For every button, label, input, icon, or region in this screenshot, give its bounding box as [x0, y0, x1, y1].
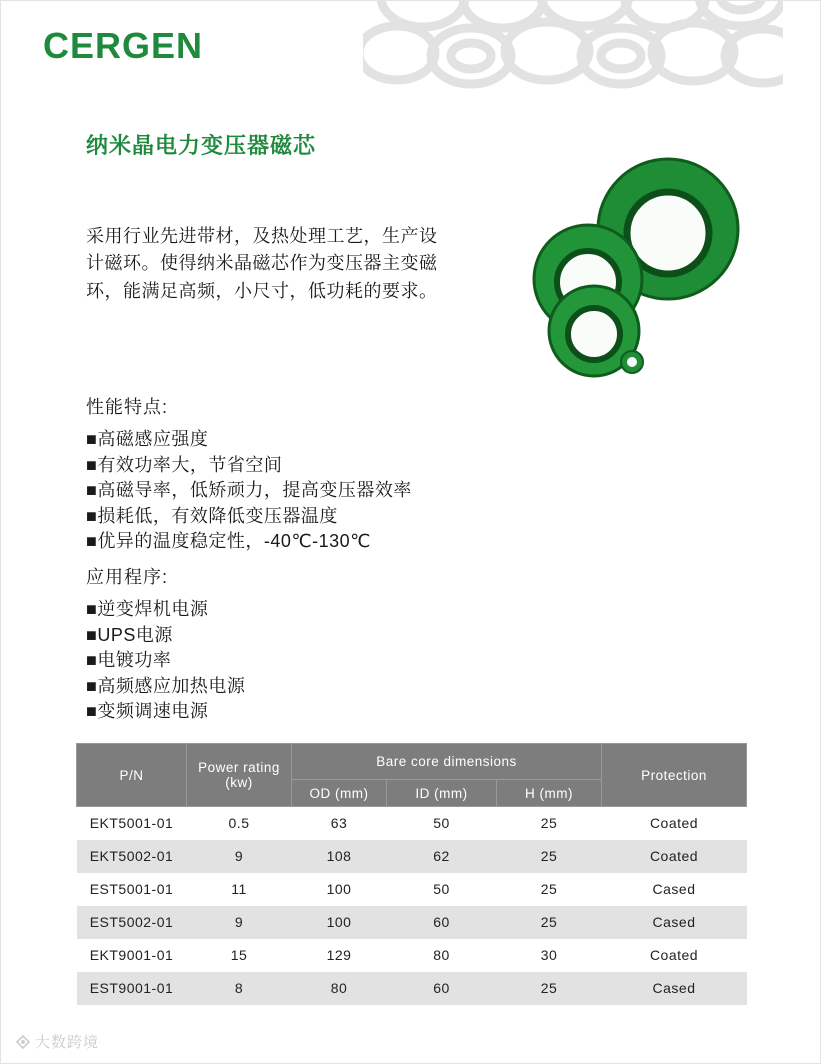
- application-item: ■变频调速电源: [86, 701, 209, 722]
- table-row: [77, 939, 747, 972]
- decorative-rings-photo: [363, 1, 783, 96]
- cell-id: 62: [433, 848, 450, 864]
- cell-id: 50: [433, 815, 450, 832]
- cell-protection: Coated: [649, 947, 699, 963]
- cell-od: 100: [326, 881, 352, 897]
- cell-pn: EST5001-01: [89, 881, 174, 897]
- watermark: [15, 1031, 99, 1052]
- cell-protection: Coated: [649, 815, 699, 832]
- col-header-pn: P/N: [77, 744, 187, 807]
- col-header-h: H (mm): [497, 780, 602, 807]
- cell-id: 60: [433, 914, 450, 930]
- cell-power: 0.5: [228, 815, 250, 832]
- page-title: 纳米晶电力变压器磁芯: [86, 133, 317, 158]
- cell-pn: EKT5001-01: [89, 815, 174, 832]
- feature-item: ■有效功率大，节省空间: [86, 454, 283, 475]
- features-list: [86, 427, 412, 555]
- cell-h: 25: [540, 848, 558, 864]
- cell-protection: Cased: [652, 980, 696, 996]
- feature-item: ■高磁导率，低矫顽力，提高变压器效率: [86, 480, 412, 501]
- feature-item: ■损耗低，有效降低变压器温度: [86, 505, 338, 526]
- cell-power: 11: [231, 881, 247, 897]
- power-rating-unit: (kw): [225, 775, 253, 790]
- intro-paragraph: 采用行业先进带材，及热处理工艺，生产设计磁环。使得纳米晶磁芯作为变压器主变磁环，能满足高频，小尺寸，低功耗的要求。: [86, 226, 438, 301]
- cell-protection: Cased: [652, 881, 696, 897]
- features-section: [86, 393, 412, 555]
- col-header-id: ID (mm): [387, 780, 497, 807]
- cell-power: 15: [230, 947, 248, 963]
- application-item: ■UPS电源: [86, 624, 173, 645]
- cell-od: 100: [326, 914, 352, 930]
- col-header-od: OD (mm): [292, 780, 387, 807]
- cell-power: 9: [234, 848, 244, 864]
- applications-section: [86, 563, 245, 725]
- cell-pn: EKT5002-01: [89, 848, 174, 864]
- cell-od: 129: [326, 947, 352, 963]
- power-rating-label: Power rating: [198, 760, 280, 775]
- cell-id: 50: [433, 881, 450, 897]
- table-row: [77, 906, 747, 939]
- cell-pn: EKT9001-01: [89, 947, 174, 963]
- product-image-toroid-cores: [516, 151, 751, 381]
- cell-h: 25: [540, 815, 558, 832]
- spec-table: [76, 743, 747, 1005]
- brand-logo: CERGEN: [43, 25, 204, 66]
- cell-h: 25: [540, 980, 558, 996]
- feature-item: ■高磁感应强度: [86, 429, 209, 449]
- cell-h: 30: [540, 947, 558, 963]
- watermark-logo-icon: [15, 1034, 31, 1050]
- table-row: [77, 972, 747, 1005]
- watermark-text: 大数跨境: [35, 1034, 100, 1051]
- table-row: [77, 873, 747, 906]
- application-item: ■逆变焊机电源: [86, 599, 209, 619]
- col-header-protection: Protection: [602, 744, 747, 807]
- cell-protection: Coated: [649, 848, 699, 864]
- applications-heading: 应用程序:: [86, 567, 169, 587]
- application-item: ■高频感应加热电源: [86, 675, 246, 696]
- col-header-bare-core-dimensions: Bare core dimensions: [292, 744, 602, 780]
- table-row: [77, 807, 747, 840]
- application-item: ■电镀功率: [86, 650, 172, 671]
- cell-id: 80: [433, 947, 450, 963]
- cell-power: 9: [234, 914, 244, 930]
- table-row: [77, 840, 747, 873]
- cell-power: 8: [234, 980, 244, 996]
- cell-pn: EST5002-01: [89, 914, 174, 930]
- cell-h: 25: [540, 914, 558, 930]
- feature-item: ■优异的温度稳定性，-40℃-130℃: [86, 531, 371, 552]
- cell-pn: EST9001-01: [89, 980, 174, 996]
- spec-table-container: [76, 743, 746, 1005]
- cell-protection: Cased: [652, 914, 696, 930]
- features-heading: 性能特点:: [86, 397, 169, 417]
- col-header-power-rating: [187, 744, 292, 807]
- cell-od: 80: [330, 980, 348, 996]
- cell-id: 60: [433, 980, 450, 996]
- cell-h: 25: [540, 881, 558, 897]
- applications-list: [86, 597, 245, 725]
- cell-od: 108: [326, 848, 352, 864]
- cell-od: 63: [330, 815, 348, 832]
